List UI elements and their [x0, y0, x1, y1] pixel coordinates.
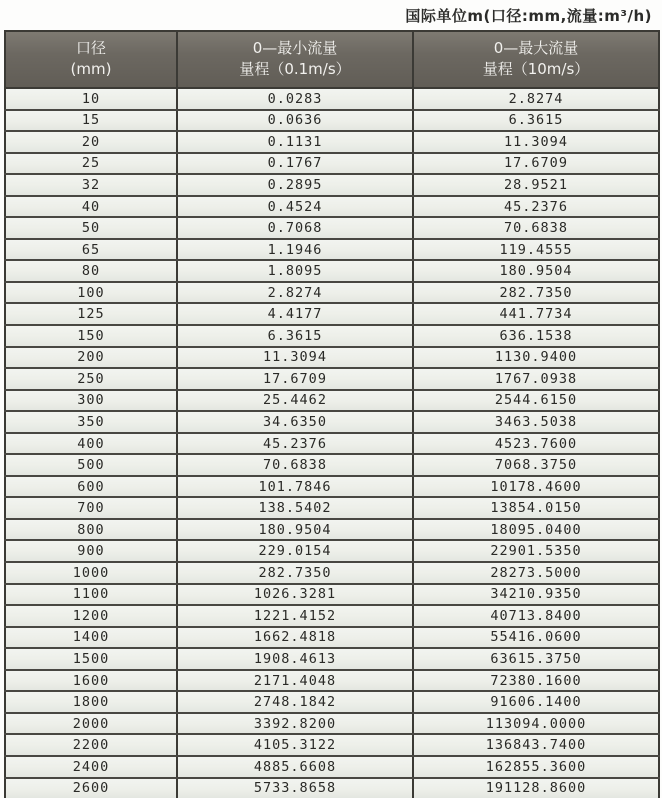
cell-diameter: 40 — [5, 196, 177, 218]
cell-diameter: 700 — [5, 497, 177, 519]
table-row — [5, 390, 659, 412]
cell-max-flow: 282.7350 — [413, 282, 659, 304]
table-row — [5, 648, 659, 670]
table-row — [5, 756, 659, 778]
header-diameter-line2: (mm) — [70, 59, 112, 78]
cell-diameter: 150 — [5, 325, 177, 347]
cell-max-flow: 636.1538 — [413, 325, 659, 347]
cell-min-flow: 282.7350 — [177, 562, 413, 584]
table-row — [5, 239, 659, 261]
cell-min-flow: 138.5402 — [177, 497, 413, 519]
cell-min-flow: 0.2895 — [177, 174, 413, 196]
cell-diameter: 10 — [5, 88, 177, 110]
cell-max-flow: 180.9504 — [413, 260, 659, 282]
cell-diameter: 1200 — [5, 605, 177, 627]
table-row — [5, 562, 659, 584]
cell-min-flow: 6.3615 — [177, 325, 413, 347]
table-row — [5, 282, 659, 304]
cell-diameter: 2600 — [5, 778, 177, 798]
cell-min-flow: 45.2376 — [177, 433, 413, 455]
cell-max-flow: 7068.3750 — [413, 454, 659, 476]
cell-diameter: 500 — [5, 454, 177, 476]
table-row — [5, 584, 659, 606]
cell-min-flow: 34.6350 — [177, 411, 413, 433]
cell-max-flow: 6.3615 — [413, 110, 659, 132]
cell-min-flow: 101.7846 — [177, 476, 413, 498]
table-row — [5, 627, 659, 649]
cell-diameter: 80 — [5, 260, 177, 282]
cell-min-flow: 11.3094 — [177, 347, 413, 369]
cell-diameter: 1400 — [5, 627, 177, 649]
cell-diameter: 1100 — [5, 584, 177, 606]
table-row — [5, 303, 659, 325]
cell-min-flow: 0.0283 — [177, 88, 413, 110]
cell-diameter: 25 — [5, 153, 177, 175]
cell-min-flow: 17.6709 — [177, 368, 413, 390]
cell-min-flow: 229.0154 — [177, 540, 413, 562]
cell-diameter: 200 — [5, 347, 177, 369]
table-row — [5, 411, 659, 433]
header-max-flow-line2: 量程（10m/s） — [482, 59, 590, 78]
table-row — [5, 497, 659, 519]
table-row — [5, 110, 659, 132]
cell-min-flow: 1908.4613 — [177, 648, 413, 670]
cell-diameter: 900 — [5, 540, 177, 562]
table-row — [5, 347, 659, 369]
cell-max-flow: 191128.8600 — [413, 778, 659, 798]
header-max-flow-line1: 0—最大流量 — [493, 39, 579, 58]
cell-min-flow: 5733.8658 — [177, 778, 413, 798]
cell-max-flow: 13854.0150 — [413, 497, 659, 519]
cell-min-flow: 70.6838 — [177, 454, 413, 476]
cell-max-flow: 40713.8400 — [413, 605, 659, 627]
cell-max-flow: 18095.0400 — [413, 519, 659, 541]
cell-max-flow: 162855.3600 — [413, 756, 659, 778]
table-row — [5, 217, 659, 239]
cell-max-flow: 72380.1600 — [413, 670, 659, 692]
table-header-min-flow — [177, 31, 413, 88]
cell-diameter: 250 — [5, 368, 177, 390]
cell-max-flow: 70.6838 — [413, 217, 659, 239]
table-row — [5, 670, 659, 692]
table-row — [5, 88, 659, 110]
cell-diameter: 2200 — [5, 734, 177, 756]
cell-max-flow: 4523.7600 — [413, 433, 659, 455]
cell-max-flow: 63615.3750 — [413, 648, 659, 670]
table-row — [5, 131, 659, 153]
table-row — [5, 196, 659, 218]
cell-max-flow: 34210.9350 — [413, 584, 659, 606]
cell-min-flow: 4.4177 — [177, 303, 413, 325]
cell-max-flow: 10178.4600 — [413, 476, 659, 498]
cell-min-flow: 3392.8200 — [177, 713, 413, 735]
cell-min-flow: 1662.4818 — [177, 627, 413, 649]
cell-max-flow: 136843.7400 — [413, 734, 659, 756]
table-header-max-flow — [413, 31, 659, 88]
table-header-row — [5, 31, 659, 88]
cell-diameter: 125 — [5, 303, 177, 325]
cell-diameter: 100 — [5, 282, 177, 304]
cell-diameter: 2000 — [5, 713, 177, 735]
table-row — [5, 540, 659, 562]
cell-min-flow: 25.4462 — [177, 390, 413, 412]
cell-diameter: 2400 — [5, 756, 177, 778]
cell-diameter: 350 — [5, 411, 177, 433]
page-title: 国际单位m(口径:mm,流量:m³/h) — [405, 7, 652, 25]
cell-diameter: 600 — [5, 476, 177, 498]
cell-max-flow: 2.8274 — [413, 88, 659, 110]
table-row — [5, 519, 659, 541]
cell-max-flow: 91606.1400 — [413, 691, 659, 713]
cell-min-flow: 180.9504 — [177, 519, 413, 541]
cell-min-flow: 0.1131 — [177, 131, 413, 153]
table-row — [5, 691, 659, 713]
cell-min-flow: 1221.4152 — [177, 605, 413, 627]
header-min-flow-line1: 0—最小流量 — [252, 39, 338, 58]
cell-max-flow: 441.7734 — [413, 303, 659, 325]
cell-diameter: 1000 — [5, 562, 177, 584]
cell-max-flow: 22901.5350 — [413, 540, 659, 562]
cell-diameter: 1600 — [5, 670, 177, 692]
cell-max-flow: 2544.6150 — [413, 390, 659, 412]
cell-max-flow: 1130.9400 — [413, 347, 659, 369]
table-header — [5, 31, 659, 88]
table-row — [5, 325, 659, 347]
cell-max-flow: 119.4555 — [413, 239, 659, 261]
cell-min-flow: 1026.3281 — [177, 584, 413, 606]
cell-max-flow: 28273.5000 — [413, 562, 659, 584]
cell-diameter: 800 — [5, 519, 177, 541]
header-diameter-line1: 口径 — [75, 39, 106, 58]
cell-min-flow: 0.4524 — [177, 196, 413, 218]
table-row — [5, 368, 659, 390]
cell-min-flow: 0.0636 — [177, 110, 413, 132]
cell-min-flow: 1.1946 — [177, 239, 413, 261]
cell-max-flow: 55416.0600 — [413, 627, 659, 649]
table-header-diameter — [5, 31, 177, 88]
cell-diameter: 400 — [5, 433, 177, 455]
cell-min-flow: 0.1767 — [177, 153, 413, 175]
header-min-flow-line2: 量程（0.1m/s） — [239, 59, 351, 78]
cell-max-flow: 1767.0938 — [413, 368, 659, 390]
table-row — [5, 778, 659, 798]
table-row — [5, 605, 659, 627]
cell-diameter: 15 — [5, 110, 177, 132]
cell-diameter: 32 — [5, 174, 177, 196]
table-row — [5, 454, 659, 476]
cell-max-flow: 17.6709 — [413, 153, 659, 175]
table-row — [5, 476, 659, 498]
cell-min-flow: 2171.4048 — [177, 670, 413, 692]
cell-min-flow: 4885.6608 — [177, 756, 413, 778]
table-row — [5, 260, 659, 282]
table-row — [5, 174, 659, 196]
table-row — [5, 153, 659, 175]
cell-max-flow: 113094.0000 — [413, 713, 659, 735]
table-row — [5, 734, 659, 756]
flow-range-table — [4, 30, 660, 798]
table-body — [5, 88, 659, 798]
cell-min-flow: 2.8274 — [177, 282, 413, 304]
cell-min-flow: 0.7068 — [177, 217, 413, 239]
cell-max-flow: 11.3094 — [413, 131, 659, 153]
table-row — [5, 433, 659, 455]
cell-max-flow: 45.2376 — [413, 196, 659, 218]
cell-diameter: 65 — [5, 239, 177, 261]
cell-min-flow: 2748.1842 — [177, 691, 413, 713]
cell-diameter: 300 — [5, 390, 177, 412]
table-row — [5, 713, 659, 735]
cell-diameter: 1800 — [5, 691, 177, 713]
cell-diameter: 50 — [5, 217, 177, 239]
cell-diameter: 1500 — [5, 648, 177, 670]
cell-min-flow: 1.8095 — [177, 260, 413, 282]
cell-diameter: 20 — [5, 131, 177, 153]
cell-max-flow: 3463.5038 — [413, 411, 659, 433]
cell-min-flow: 4105.3122 — [177, 734, 413, 756]
cell-max-flow: 28.9521 — [413, 174, 659, 196]
